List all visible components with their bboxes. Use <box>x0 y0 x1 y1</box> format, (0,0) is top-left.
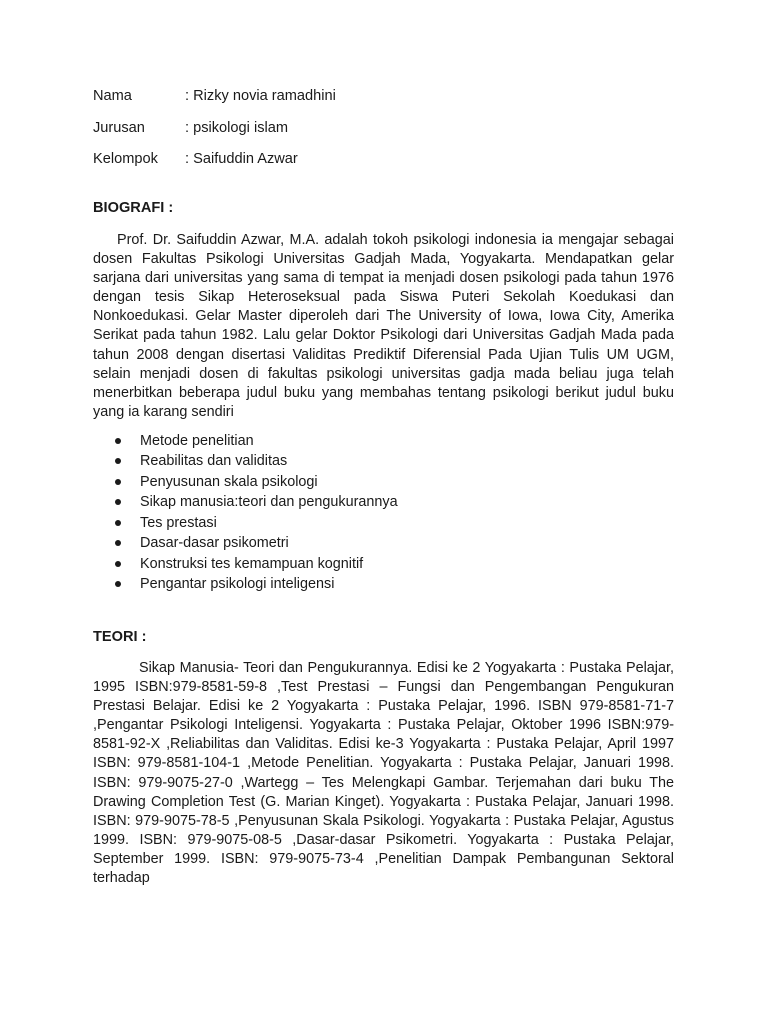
book-title: Konstruksi tes kemampuan kognitif <box>140 555 364 572</box>
book-title: Tes prestasi <box>140 514 217 531</box>
info-value-kelompok: : Saifuddin Azwar <box>185 151 298 167</box>
book-title: Sikap manusia:teori dan pengukurannya <box>140 494 398 511</box>
biografi-heading: BIOGRAFI : <box>93 200 174 216</box>
book-title: Pengantar psikologi inteligensi <box>140 576 335 593</box>
info-value-jurusan: : psikologi islam <box>185 119 289 136</box>
info-label-nama: Nama <box>93 88 132 104</box>
book-list-item <box>93 574 674 595</box>
book-title: Metode penelitian <box>140 432 254 449</box>
biografi-paragraph: Prof. Dr. Saifuddin Azwar, M.A. adalah tokoh psikologi indonesia ia mengajar sebagai dosen Fakultas Psikologi Universitas Gadjah Mada, Yogyakarta. Mendapatkan gelar sarjana dari universitas yang sama di tempat ia menjadi dosen psikologi pada tahun 1976 dengan tesis Sikap Heteroseksual pada Siswa Puteri Sekolah Koedukasi dan Nonkoedukasi. Gelar Master diperoleh dari The University of Iowa, Iowa City, Amerika Serikat pada tahun 1982. Lalu gelar Doktor Psikologi dari Universitas Gadjah Mada pada tahun 2008 dengan disertasi Validitas Prediktif Diferensial Pada Ujian Tulis UM UGM, selain menjadi dosen di fakultas psikologi universitas gadja mada beliau juga telah menerbitkan beberapa judul buku yang membahas tentang psikologi berikut judul buku yang ia karang sendiri <box>93 232 674 420</box>
info-row-kelompok <box>93 149 674 169</box>
info-value-nama: : Rizky novia ramadhini <box>185 88 336 104</box>
book-list-item <box>93 533 674 554</box>
bullet-icon <box>115 499 121 505</box>
book-list-item <box>93 554 674 575</box>
book-list-item <box>93 431 674 452</box>
student-info <box>93 86 674 169</box>
bullet-icon <box>115 438 121 444</box>
bullet-icon <box>115 561 121 567</box>
teori-paragraph: Sikap Manusia- Teori dan Pengukurannya. Edisi ke 2 Yogyakarta : Pustaka Pelajar, 1995 ISBN:979-8581-59-8 ,Test Prestasi – Fungsi dan Pengembangan Pengukuran Prestasi Belajar. Edisi ke 2 Yogyakarta : Pustaka Pelajar, 1996. ISBN 979-8581-71-7 ,Pengantar Psikologi Inteligensi. Yogyakarta : Pustaka Pelajar, Oktober 1996 ISBN:979-8581-92-X ,Reliabilitas dan Validitas. Edisi ke-3 Yogyakarta : Pustaka Pelajar, April 1997 ISBN: 979-8581-104-1 ,Metode Penelitian. Yogyakarta : Pustaka Pelajar, Januari 1998. ISBN: 979-9075-27-0 ,Wartegg – Tes Melengkapi Gambar. Terjemahan dari buku The Drawing Completion Test (G. Marian Kinget). Yogyakarta : Pustaka Pelajar, Januari 1998. ISBN: 979-9075-78-5 ,Penyusunan Skala Psikologi. Yogyakarta : Pustaka Pelajar, Agustus 1999. ISBN: 979-9075-08-5 ,Dasar-dasar Psikometri. Yogyakarta : Pustaka Pelajar, September 1999. ISBN: 979-9075-73-4 ,Penelitian Dampak Pembangunan Sektoral terhadap <box>93 659 674 886</box>
info-label-jurusan: Jurusan <box>93 119 145 136</box>
info-label-kelompok: Kelompok <box>93 151 158 167</box>
info-row-jurusan <box>93 118 674 138</box>
bullet-icon <box>115 520 121 526</box>
teori-heading: TEORI : <box>93 628 147 645</box>
bullet-icon <box>115 458 121 464</box>
book-list-item <box>93 451 674 472</box>
book-list-item <box>93 513 674 534</box>
bullet-icon <box>115 581 121 587</box>
bullet-icon <box>115 540 121 546</box>
book-list-item <box>93 492 674 513</box>
book-title: Penyusunan skala psikologi <box>140 473 318 490</box>
book-list-item <box>93 472 674 493</box>
book-title: Reabilitas dan validitas <box>140 453 288 470</box>
book-list <box>93 431 674 595</box>
info-row-nama <box>93 86 674 106</box>
bullet-icon <box>115 479 121 485</box>
book-title: Dasar-dasar psikometri <box>140 535 289 552</box>
